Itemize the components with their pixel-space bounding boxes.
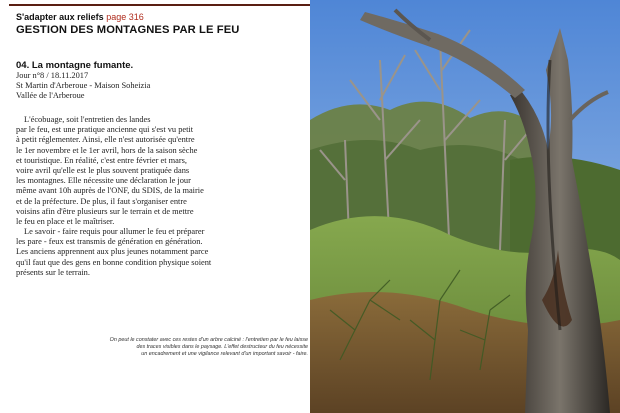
section-tag-label: S'adapter aux reliefs [16,12,104,22]
entry-meta [16,71,150,102]
body-line: présents sur le terrain. [16,267,90,277]
body-line: qu'il faut que des gens en bonne condition physique soient [16,257,212,267]
right-page [310,0,620,413]
caption-line: un encadrement et une vigilance relevant d'un important savoir - faire. [141,351,308,358]
body-line: Les anciens apprennent aux plus jeunes notamment parce [16,247,209,257]
page-reference[interactable]: page 316 [106,12,144,22]
burnt-tree-photo [310,0,620,413]
body-line: les pare - feux est transmis de génération en génération. [16,237,203,247]
caption-line: On peut le constater avec ces restes d'un arbre calciné : l'entretien par le feu laisse [109,337,308,343]
body-line: les montagnes. Elle nécessite une déclaration le jour [16,176,191,186]
body-line: voisins afin d'être plusieurs sur le terrain et de mettre [16,206,194,216]
body-line: et touristique. En réalité, c'est entre février et mars, [16,155,188,165]
entry-location: St Martin d'Arberoue - Maison Soheizia [16,81,151,91]
body-line: et de la préfecture. De plus, il faut s'organiser entre [16,196,187,206]
body-text [16,115,211,278]
body-line: le feu en place et le maîtriser. [16,216,115,226]
body-line: même avant 10h auprès de l'ONF, du SDIS, de la mairie [16,186,204,196]
body-line: le 1er novembre et le 1er avril, hors de la saison sèche [16,145,198,155]
body-line: Le savoir - faire requis pour allumer le feu et préparer [24,227,205,237]
section-title: GESTION DES MONTAGNES PAR LE FEU [16,24,240,36]
entry-valley: Vallée de l'Arberoue [16,91,85,101]
body-line: voire avril qu'elle est le plus souvent pratiquée dans [16,165,190,175]
entry-date: Jour n°8 / 18.11.2017 [16,71,89,80]
header-rule [9,4,310,6]
caption-line: des traces visibles dans le paysage. L'effet destructeur du feu nécessite [136,344,308,351]
body-line: à petit réglementer. Ainsi, elle n'est autorisée qu'entre [16,135,195,145]
body-line: par le feu, est une pratique ancienne qui s'est vu petit [16,125,194,135]
section-tag [16,12,144,22]
body-line: L'écobuage, soit l'entretien des landes [24,115,151,124]
photo-caption [16,337,308,359]
entry-title: 04. La montagne fumante. [16,60,134,71]
